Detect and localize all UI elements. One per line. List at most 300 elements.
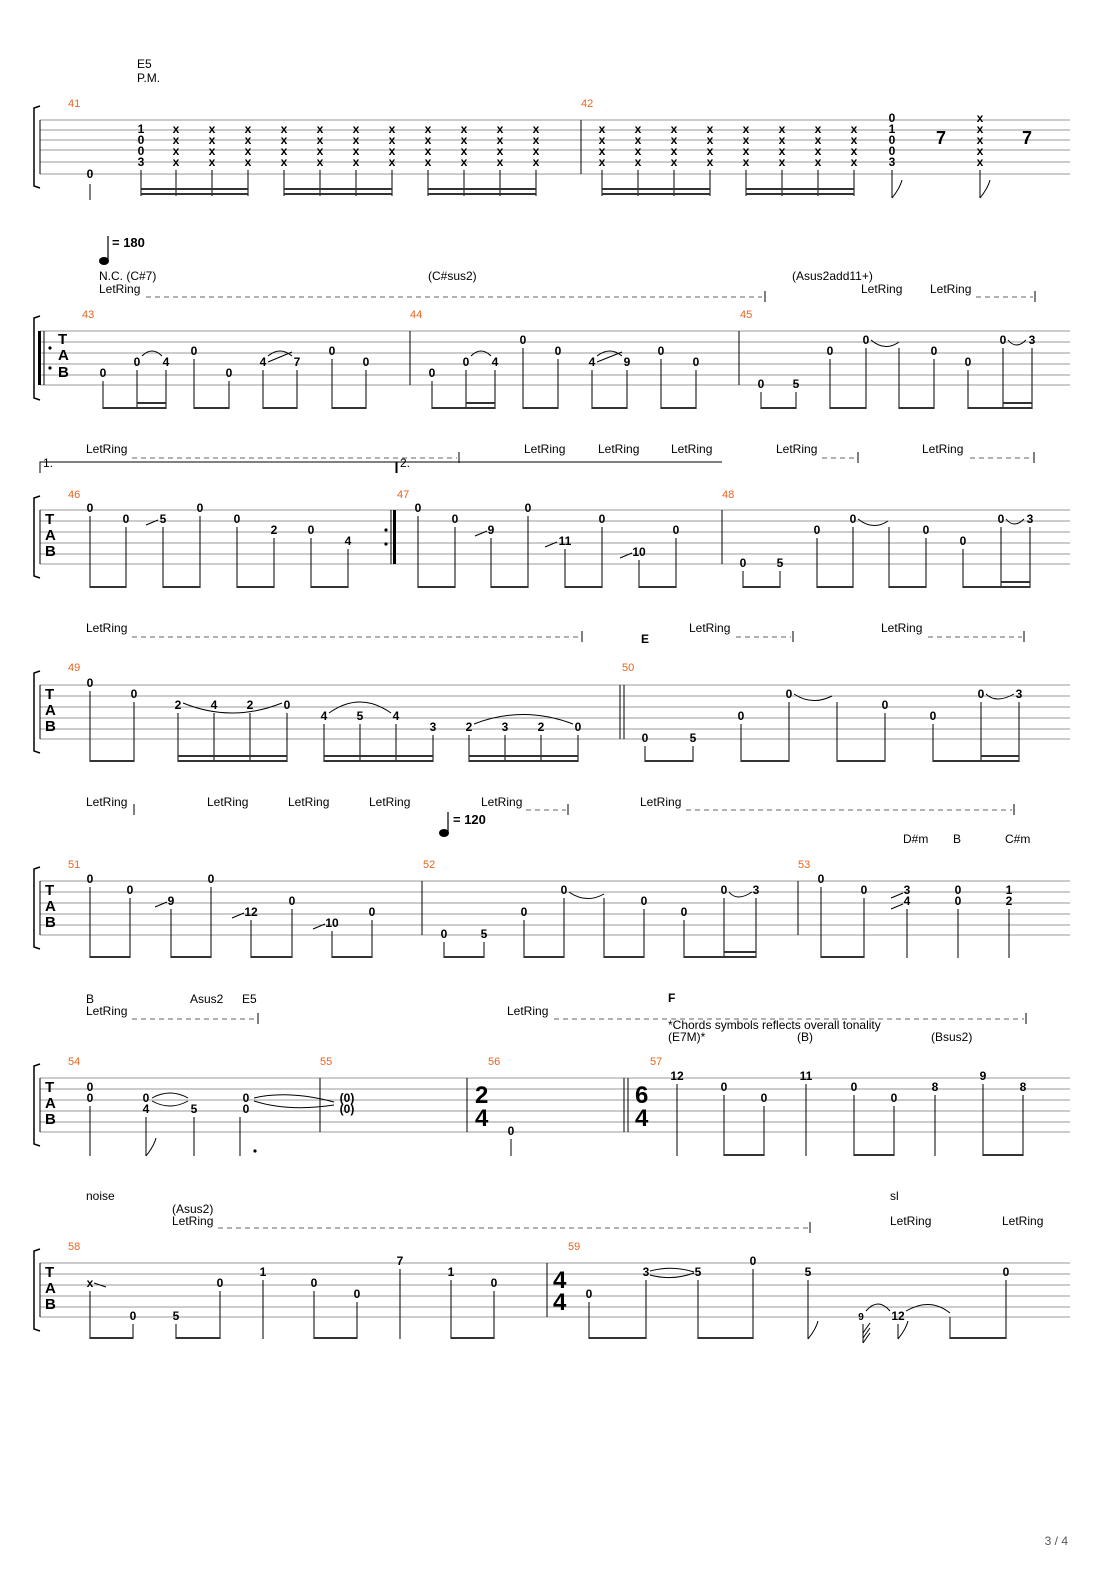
svg-text:0: 0 xyxy=(307,523,315,537)
svg-text:x: x xyxy=(460,133,468,147)
svg-text:0: 0 xyxy=(890,1091,898,1105)
slide-label: sl xyxy=(890,1189,899,1203)
svg-text:0: 0 xyxy=(930,344,938,358)
svg-text:7: 7 xyxy=(1022,128,1033,148)
chord-label: C#m xyxy=(1005,832,1031,846)
tab-staff xyxy=(0,1010,1110,1165)
svg-text:0: 0 xyxy=(507,1124,515,1138)
svg-text:0: 0 xyxy=(126,883,134,897)
measure-number: 44 xyxy=(410,309,423,321)
svg-text:3: 3 xyxy=(642,1265,650,1279)
svg-text:A: A xyxy=(45,527,56,544)
svg-text:9: 9 xyxy=(623,355,631,369)
svg-text:x: x xyxy=(316,122,324,136)
svg-text:0: 0 xyxy=(451,512,459,526)
let-ring-label: LetRing xyxy=(481,795,523,809)
svg-text:A: A xyxy=(58,347,69,364)
svg-text:2: 2 xyxy=(246,698,254,712)
svg-text:10: 10 xyxy=(325,916,339,930)
tab-staff xyxy=(0,100,1110,210)
measure-number: 45 xyxy=(740,309,753,321)
svg-text:0: 0 xyxy=(86,167,94,181)
svg-text:x: x xyxy=(388,122,396,136)
tab-staff xyxy=(0,625,1110,770)
svg-text:0: 0 xyxy=(640,894,648,908)
svg-text:0: 0 xyxy=(283,698,291,712)
svg-text:0: 0 xyxy=(242,1102,250,1116)
let-ring-label: LetRing xyxy=(922,442,964,456)
let-ring-label: LetRing xyxy=(640,795,682,809)
chord-label: N.C. (C#7) xyxy=(99,269,157,283)
svg-text:x: x xyxy=(850,144,858,158)
svg-text:x: x xyxy=(706,122,714,136)
measure-number: 42 xyxy=(581,98,594,110)
tab-staff xyxy=(0,280,1110,420)
svg-text:B: B xyxy=(45,718,56,735)
tab-staff xyxy=(0,448,1110,588)
let-ring-label: LetRing xyxy=(776,442,818,456)
svg-text:4: 4 xyxy=(162,355,170,369)
svg-text:x: x xyxy=(532,122,540,136)
svg-text:2: 2 xyxy=(537,720,545,734)
svg-text:0: 0 xyxy=(598,512,606,526)
svg-text:4: 4 xyxy=(392,709,400,723)
svg-text:x: x xyxy=(598,155,606,169)
svg-text:0: 0 xyxy=(519,333,527,347)
svg-text:4: 4 xyxy=(142,1102,150,1116)
svg-text:4: 4 xyxy=(344,534,352,548)
time-signature-bottom: 4 xyxy=(553,1289,567,1316)
svg-text:x: x xyxy=(742,122,750,136)
svg-text:x: x xyxy=(208,133,216,147)
chord-label: D#m xyxy=(903,832,929,846)
svg-text:x: x xyxy=(460,155,468,169)
svg-text:0: 0 xyxy=(826,344,834,358)
svg-text:x: x xyxy=(598,133,606,147)
svg-text:1: 1 xyxy=(447,1265,455,1279)
svg-text:0: 0 xyxy=(977,687,985,701)
svg-text:0: 0 xyxy=(368,905,376,919)
svg-text:0: 0 xyxy=(142,1091,150,1105)
volta-second-ending: 2. xyxy=(400,456,411,470)
svg-text:T: T xyxy=(45,1079,55,1096)
svg-text:A: A xyxy=(45,1095,56,1112)
svg-text:0: 0 xyxy=(242,1091,250,1105)
svg-text:0: 0 xyxy=(680,905,688,919)
svg-text:x: x xyxy=(496,144,504,158)
svg-text:3: 3 xyxy=(752,883,760,897)
svg-text:0: 0 xyxy=(888,144,896,158)
svg-text:0: 0 xyxy=(760,1091,768,1105)
svg-text:B: B xyxy=(45,1111,56,1128)
svg-text:x: x xyxy=(814,133,822,147)
svg-text:x: x xyxy=(496,155,504,169)
let-ring-label: LetRing xyxy=(207,795,249,809)
svg-text:0: 0 xyxy=(225,366,233,380)
svg-text:0: 0 xyxy=(999,333,1007,347)
svg-text:0: 0 xyxy=(720,883,728,897)
svg-text:0: 0 xyxy=(207,872,215,886)
svg-text:0: 0 xyxy=(86,1080,94,1094)
chord-label: (B) xyxy=(797,1030,813,1044)
svg-text:x: x xyxy=(316,155,324,169)
svg-text:x: x xyxy=(850,155,858,169)
svg-text:0: 0 xyxy=(524,501,532,515)
svg-text:3: 3 xyxy=(888,155,896,169)
svg-text:12: 12 xyxy=(670,1069,684,1083)
svg-text:0: 0 xyxy=(849,512,857,526)
tab-staff xyxy=(0,800,1110,965)
svg-text:0: 0 xyxy=(997,512,1005,526)
svg-text:0: 0 xyxy=(310,1276,318,1290)
measure-number: 50 xyxy=(622,662,635,674)
svg-text:x: x xyxy=(670,155,678,169)
svg-text:x: x xyxy=(388,144,396,158)
svg-text:9: 9 xyxy=(979,1069,987,1083)
svg-text:5: 5 xyxy=(689,731,697,745)
svg-text:x: x xyxy=(424,133,432,147)
svg-text:B: B xyxy=(58,364,69,381)
measure-number: 41 xyxy=(68,98,81,110)
svg-text:0: 0 xyxy=(520,905,528,919)
measure-number: 52 xyxy=(423,859,436,871)
svg-text:T: T xyxy=(45,511,55,528)
svg-text:(0): (0) xyxy=(339,1102,355,1116)
svg-text:x: x xyxy=(208,155,216,169)
svg-text:x: x xyxy=(424,144,432,158)
svg-text:0: 0 xyxy=(720,1080,728,1094)
measure-number: 46 xyxy=(68,489,81,501)
chord-label: (Asus2add11+) xyxy=(792,269,873,283)
svg-text:10: 10 xyxy=(632,545,646,559)
svg-text:0: 0 xyxy=(196,501,204,515)
svg-text:x: x xyxy=(634,122,642,136)
svg-text:0: 0 xyxy=(785,687,793,701)
svg-text:11: 11 xyxy=(558,534,572,548)
svg-text:x: x xyxy=(598,144,606,158)
svg-text:x: x xyxy=(352,133,360,147)
let-ring-label: LetRing xyxy=(524,442,566,456)
svg-text:x: x xyxy=(172,122,180,136)
svg-text:0: 0 xyxy=(86,676,94,690)
let-ring-label: LetRing xyxy=(86,795,128,809)
chord-label: Asus2 xyxy=(190,992,224,1006)
svg-text:0: 0 xyxy=(574,720,582,734)
svg-text:0: 0 xyxy=(130,687,138,701)
svg-text:7: 7 xyxy=(936,128,947,148)
svg-text:5: 5 xyxy=(804,1265,812,1279)
svg-text:0: 0 xyxy=(739,556,747,570)
svg-text:4: 4 xyxy=(320,709,328,723)
svg-text:x: x xyxy=(280,155,288,169)
svg-text:1: 1 xyxy=(137,122,145,136)
let-ring-label: LetRing xyxy=(86,442,128,456)
svg-text:0: 0 xyxy=(954,883,962,897)
svg-text:2: 2 xyxy=(174,698,182,712)
svg-text:0: 0 xyxy=(813,523,821,537)
svg-text:3: 3 xyxy=(1026,512,1034,526)
svg-text:x: x xyxy=(532,133,540,147)
svg-text:0: 0 xyxy=(888,133,896,147)
svg-text:0: 0 xyxy=(554,344,562,358)
svg-text:x: x xyxy=(976,133,984,147)
svg-text:5: 5 xyxy=(172,1309,180,1323)
svg-text:2: 2 xyxy=(270,523,278,537)
time-signature-top: 2 xyxy=(475,1082,489,1109)
svg-text:0: 0 xyxy=(585,1287,593,1301)
svg-text:x: x xyxy=(172,133,180,147)
svg-text:4: 4 xyxy=(903,894,911,908)
svg-text:0: 0 xyxy=(757,377,765,391)
svg-text:0: 0 xyxy=(133,355,141,369)
svg-text:x: x xyxy=(742,133,750,147)
svg-text:x: x xyxy=(496,122,504,136)
svg-text:x: x xyxy=(86,1276,94,1290)
svg-text:11: 11 xyxy=(799,1069,813,1083)
svg-text:x: x xyxy=(280,122,288,136)
measure-number: 55 xyxy=(320,1056,333,1068)
let-ring-label: LetRing xyxy=(86,1004,128,1018)
svg-text:A: A xyxy=(45,702,56,719)
svg-text:x: x xyxy=(424,155,432,169)
svg-text:x: x xyxy=(814,155,822,169)
svg-text:5: 5 xyxy=(159,512,167,526)
svg-text:3: 3 xyxy=(501,720,509,734)
svg-text:5: 5 xyxy=(190,1102,198,1116)
svg-text:3: 3 xyxy=(429,720,437,734)
svg-text:0: 0 xyxy=(862,333,870,347)
svg-text:x: x xyxy=(172,144,180,158)
let-ring-label: LetRing xyxy=(881,621,923,635)
svg-text:0: 0 xyxy=(440,927,448,941)
svg-text:1: 1 xyxy=(888,122,896,136)
svg-text:x: x xyxy=(280,144,288,158)
svg-text:x: x xyxy=(778,144,786,158)
svg-text:0: 0 xyxy=(954,894,962,908)
svg-text:x: x xyxy=(424,122,432,136)
svg-text:x: x xyxy=(352,144,360,158)
svg-text:5: 5 xyxy=(480,927,488,941)
svg-text:1: 1 xyxy=(1005,883,1013,897)
chord-label: (Asus2) xyxy=(172,1202,214,1216)
svg-text:x: x xyxy=(850,122,858,136)
svg-text:0: 0 xyxy=(964,355,972,369)
svg-text:0: 0 xyxy=(353,1287,361,1301)
svg-text:x: x xyxy=(742,144,750,158)
svg-text:x: x xyxy=(778,122,786,136)
tab-staff xyxy=(0,1215,1110,1355)
chord-label: E5 xyxy=(137,57,152,71)
svg-text:x: x xyxy=(460,122,468,136)
chord-label: (Bsus2) xyxy=(931,1030,973,1044)
svg-text:0: 0 xyxy=(129,1309,137,1323)
quarter-note-icon xyxy=(98,234,112,270)
svg-text:5: 5 xyxy=(356,709,364,723)
svg-text:A: A xyxy=(45,898,56,915)
svg-text:0: 0 xyxy=(137,133,145,147)
svg-text:x: x xyxy=(634,133,642,147)
section-marker: E xyxy=(641,632,650,646)
measure-number: 49 xyxy=(68,662,81,674)
palm-mute-label: P.M. xyxy=(137,71,161,85)
svg-text:x: x xyxy=(814,144,822,158)
svg-text:0: 0 xyxy=(137,144,145,158)
svg-text:0: 0 xyxy=(560,883,568,897)
svg-text:5: 5 xyxy=(792,377,800,391)
svg-text:x: x xyxy=(388,155,396,169)
svg-text:0: 0 xyxy=(922,523,930,537)
time-signature-top: 4 xyxy=(553,1267,567,1294)
let-ring-label: LetRing xyxy=(861,282,903,296)
svg-text:7: 7 xyxy=(396,1254,404,1268)
svg-text:0: 0 xyxy=(233,512,241,526)
svg-text:x: x xyxy=(244,133,252,147)
svg-text:1: 1 xyxy=(259,1265,267,1279)
svg-text:0: 0 xyxy=(959,534,967,548)
svg-text:0: 0 xyxy=(86,501,94,515)
svg-text:x: x xyxy=(598,122,606,136)
svg-text:T: T xyxy=(45,686,55,703)
svg-text:4: 4 xyxy=(210,698,218,712)
let-ring-label: LetRing xyxy=(598,442,640,456)
svg-text:x: x xyxy=(244,155,252,169)
svg-text:x: x xyxy=(208,144,216,158)
time-signature-bottom: 4 xyxy=(475,1105,489,1132)
chord-label: (C#sus2) xyxy=(428,269,477,283)
svg-text:0: 0 xyxy=(428,366,436,380)
svg-text:8: 8 xyxy=(1019,1080,1027,1094)
svg-text:x: x xyxy=(496,133,504,147)
svg-text:0: 0 xyxy=(888,111,896,125)
svg-text:0: 0 xyxy=(86,1091,94,1105)
svg-text:9: 9 xyxy=(167,894,175,908)
svg-text:9: 9 xyxy=(858,1312,864,1323)
svg-text:T: T xyxy=(45,882,55,899)
svg-text:3: 3 xyxy=(1028,333,1036,347)
chord-label: E5 xyxy=(242,992,257,1006)
svg-text:x: x xyxy=(532,144,540,158)
measure-number: 53 xyxy=(798,859,811,871)
svg-text:0: 0 xyxy=(462,355,470,369)
svg-text:x: x xyxy=(742,155,750,169)
measure-number: 54 xyxy=(68,1056,81,1068)
chord-footnote: *Chords symbols reflects overall tonality xyxy=(668,1018,881,1032)
svg-text:(0): (0) xyxy=(339,1091,355,1105)
measure-number: 57 xyxy=(650,1056,663,1068)
svg-text:x: x xyxy=(976,144,984,158)
measure-number: 48 xyxy=(722,489,735,501)
svg-text:0: 0 xyxy=(641,731,649,745)
svg-text:0: 0 xyxy=(860,883,868,897)
svg-text:x: x xyxy=(532,155,540,169)
svg-text:0: 0 xyxy=(749,1254,757,1268)
svg-text:x: x xyxy=(388,133,396,147)
svg-text:4: 4 xyxy=(588,355,596,369)
time-signature-top: 6 xyxy=(635,1082,649,1109)
svg-text:7: 7 xyxy=(293,355,301,369)
svg-text:5: 5 xyxy=(694,1265,702,1279)
svg-text:12: 12 xyxy=(244,905,258,919)
svg-text:2: 2 xyxy=(1005,894,1013,908)
measure-number: 47 xyxy=(397,489,410,501)
svg-text:0: 0 xyxy=(850,1080,858,1094)
svg-text:B: B xyxy=(45,543,56,560)
svg-text:B: B xyxy=(45,1296,56,1313)
let-ring-label: LetRing xyxy=(99,282,141,296)
svg-text:0: 0 xyxy=(817,872,825,886)
svg-text:x: x xyxy=(244,144,252,158)
svg-text:x: x xyxy=(352,122,360,136)
svg-text:4: 4 xyxy=(491,355,499,369)
svg-text:x: x xyxy=(778,133,786,147)
svg-text:0: 0 xyxy=(737,709,745,723)
svg-text:x: x xyxy=(460,144,468,158)
svg-text:T: T xyxy=(58,331,68,348)
svg-text:3: 3 xyxy=(903,883,911,897)
let-ring-label: LetRing xyxy=(172,1214,214,1228)
svg-text:0: 0 xyxy=(414,501,422,515)
time-signature-bottom: 4 xyxy=(635,1105,649,1132)
svg-text:0: 0 xyxy=(288,894,296,908)
svg-text:x: x xyxy=(976,122,984,136)
svg-text:x: x xyxy=(778,155,786,169)
svg-text:x: x xyxy=(670,122,678,136)
svg-text:x: x xyxy=(706,144,714,158)
svg-text:x: x xyxy=(208,122,216,136)
svg-text:x: x xyxy=(352,155,360,169)
svg-text:3: 3 xyxy=(137,155,145,169)
chord-label: B xyxy=(953,832,962,846)
svg-text:0: 0 xyxy=(86,872,94,886)
tempo-marking: = 120 xyxy=(453,812,486,827)
section-marker: F xyxy=(668,991,676,1005)
svg-text:2: 2 xyxy=(465,720,473,734)
measure-number: 59 xyxy=(568,1241,581,1253)
svg-text:0: 0 xyxy=(328,344,336,358)
measure-number: 56 xyxy=(488,1056,501,1068)
let-ring-label: LetRing xyxy=(671,442,713,456)
svg-text:0: 0 xyxy=(99,366,107,380)
let-ring-label: LetRing xyxy=(1002,1214,1044,1228)
let-ring-label: LetRing xyxy=(369,795,411,809)
svg-text:9: 9 xyxy=(487,523,495,537)
svg-text:3: 3 xyxy=(1015,687,1023,701)
page-number: 3 / 4 xyxy=(1044,1534,1068,1548)
svg-text:0: 0 xyxy=(881,698,889,712)
svg-text:x: x xyxy=(976,155,984,169)
svg-text:x: x xyxy=(634,144,642,158)
svg-text:x: x xyxy=(316,144,324,158)
noise-label: noise xyxy=(86,1189,115,1203)
let-ring-label: LetRing xyxy=(890,1214,932,1228)
measure-number: 43 xyxy=(82,309,95,321)
svg-text:x: x xyxy=(670,144,678,158)
svg-text:0: 0 xyxy=(1002,1265,1010,1279)
tempo-marking: = 180 xyxy=(112,235,145,250)
chord-label: (E7M)* xyxy=(668,1030,706,1044)
svg-text:x: x xyxy=(850,133,858,147)
svg-text:4: 4 xyxy=(259,355,267,369)
svg-text:0: 0 xyxy=(692,355,700,369)
svg-text:x: x xyxy=(976,111,984,125)
svg-text:0: 0 xyxy=(672,523,680,537)
svg-text:x: x xyxy=(814,122,822,136)
let-ring-label: LetRing xyxy=(507,1004,549,1018)
let-ring-label: LetRing xyxy=(930,282,972,296)
svg-text:A: A xyxy=(45,1280,56,1297)
volta-first-ending: 1. xyxy=(43,456,54,470)
measure-number: 58 xyxy=(68,1241,81,1253)
